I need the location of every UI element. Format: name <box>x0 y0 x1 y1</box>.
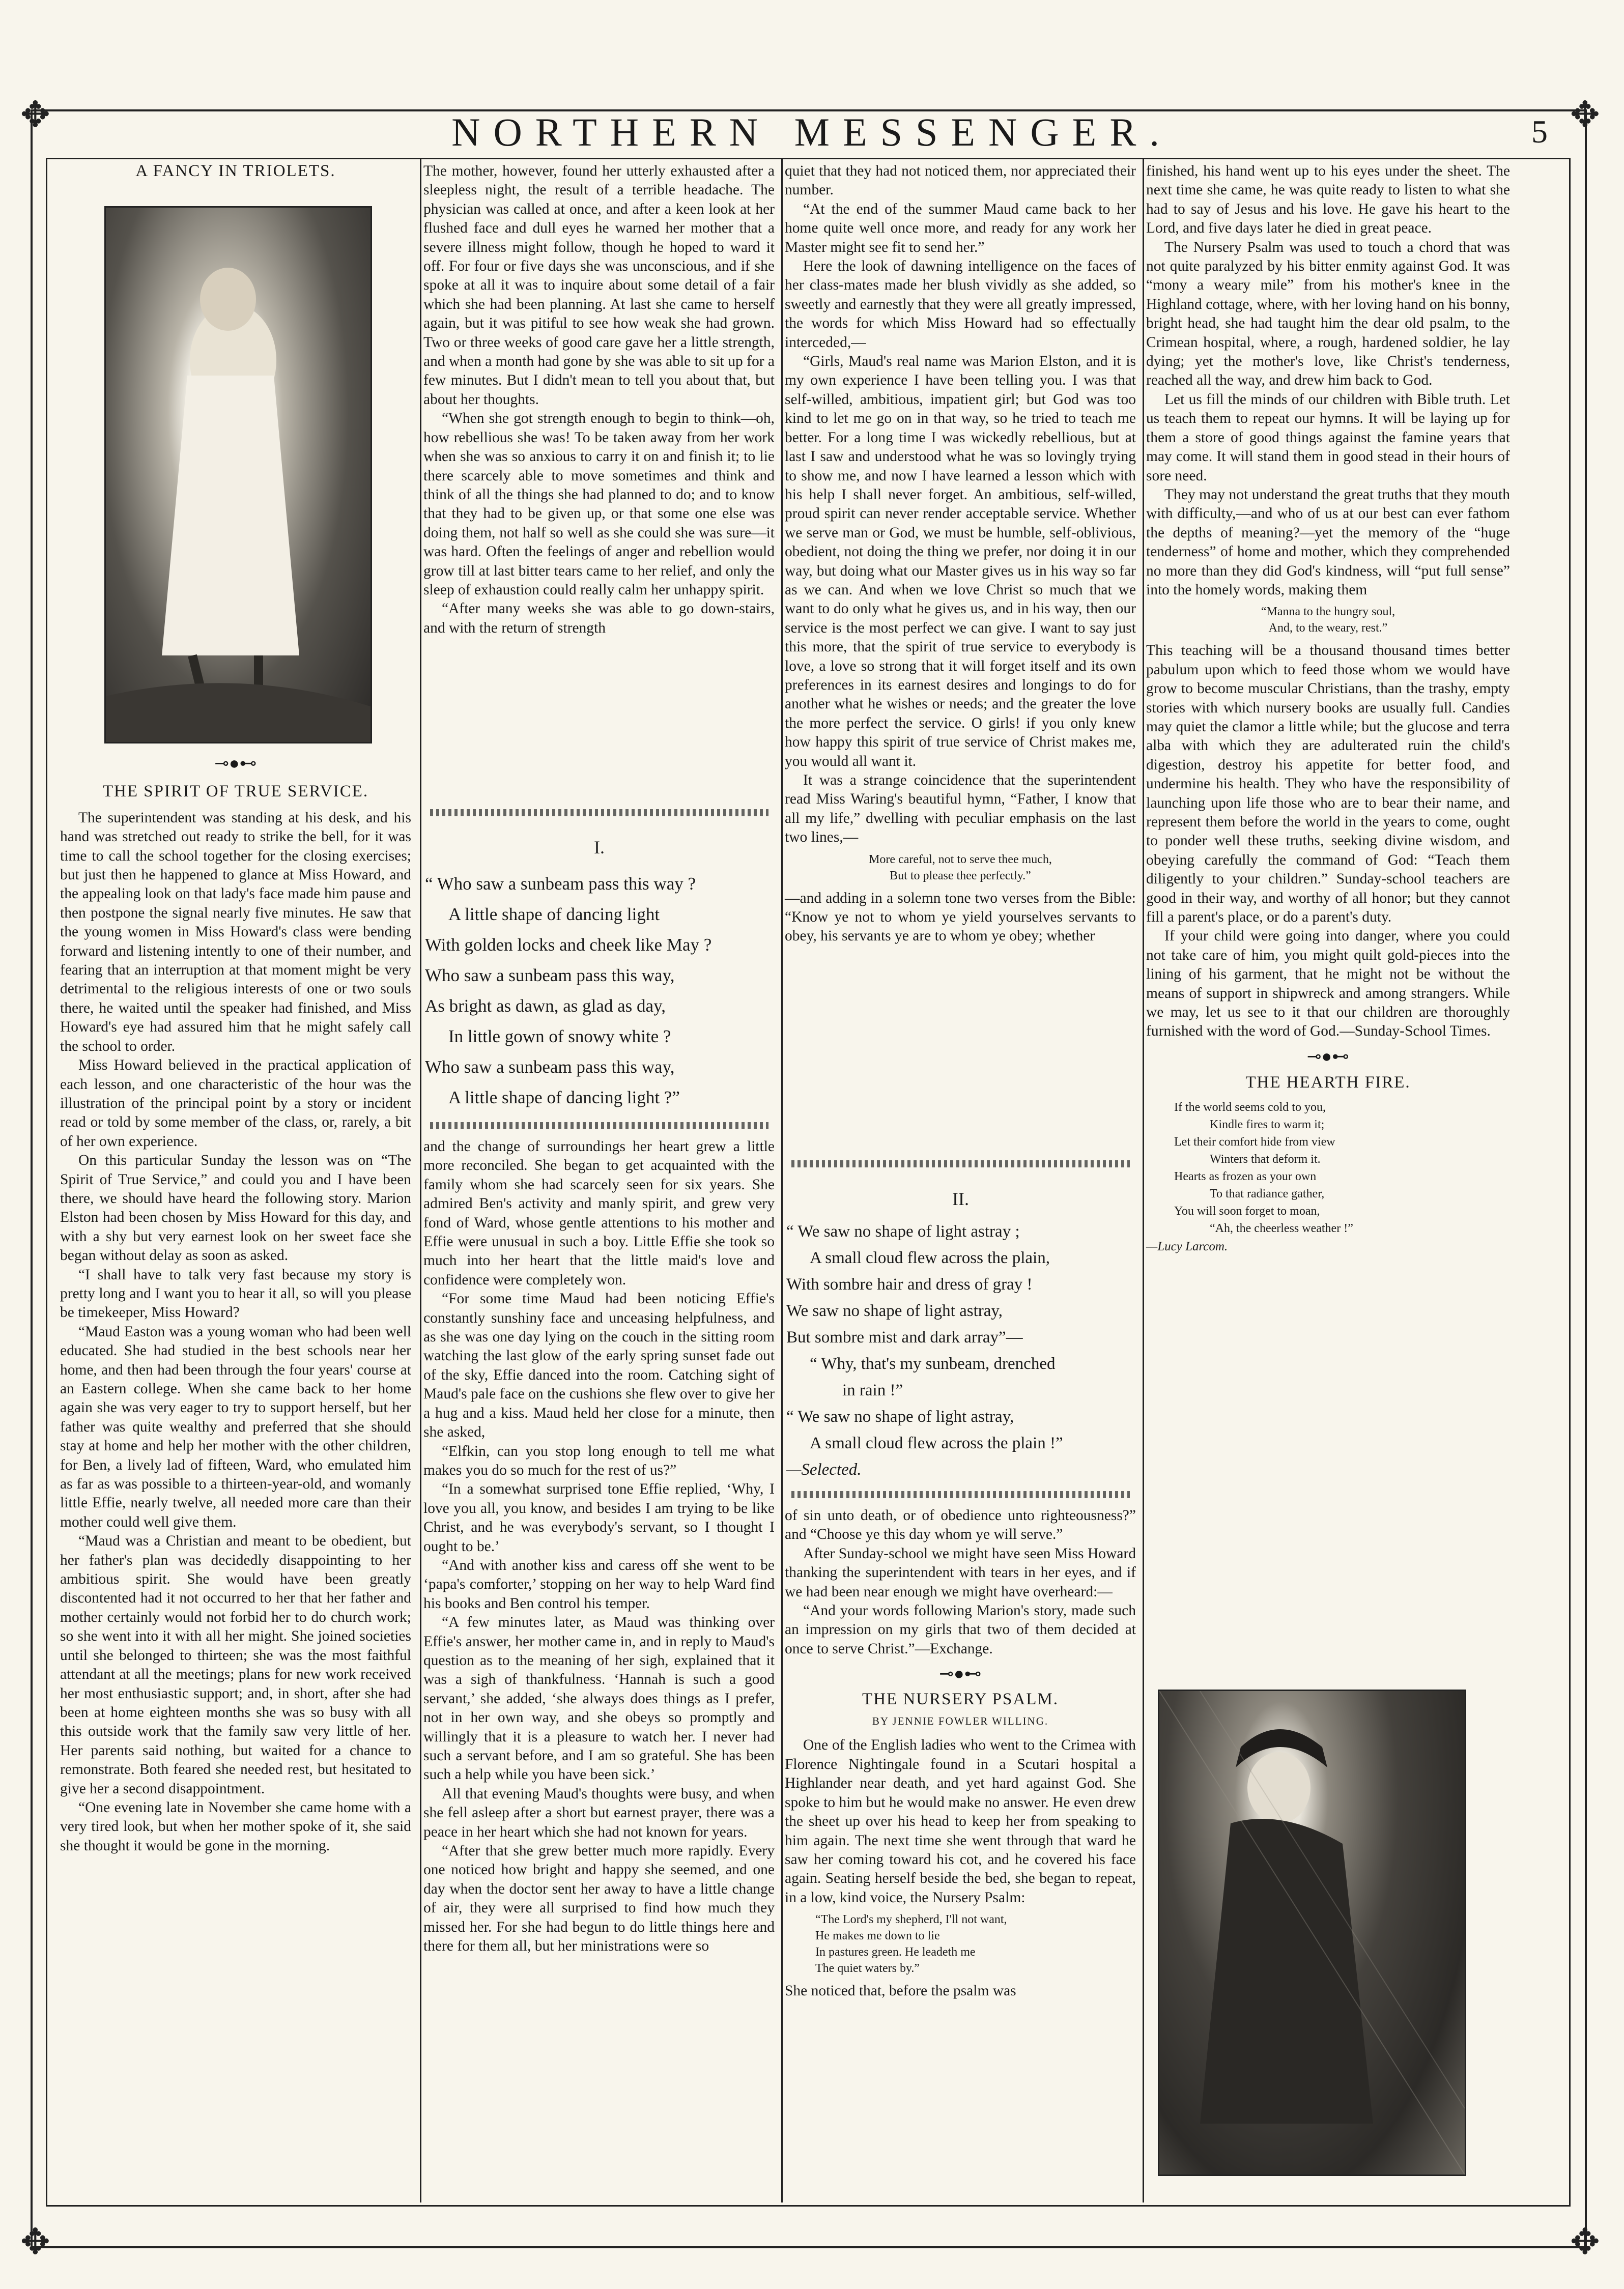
article-paragraph: They may not understand the great truths that they mouth with difficulty,—and who of us at our best can ever fathom the depths of meaning?—yet the memory of the “huge tenderness” of home and mother, which they comprehended no more than they did God's kindness, will “put full sense” into the homely words, making them <box>1146 486 1510 598</box>
wavy-rule <box>791 1160 1130 1167</box>
corner-ornament: ✥ <box>1570 2221 1600 2263</box>
article-paragraph: “I shall have to talk very fast because my story is pretty long and I want you to hear it all, so will you please be timekeeper, Miss Howard? <box>60 1266 411 1321</box>
poem-line: “ Who saw a sunbeam pass this way ? <box>425 874 696 894</box>
article-paragraph: The mother, however, found her utterly exhausted after a sleepless night, the result of a terrible headache. The physician was called at once, and after a keen look at her flushed face and dull eyes he warned her mother that a severe illness might follow, though he hoped to ward it off. For four or five days she was unconscious, and if she spoke at all it was to inquire about some detail of a fair which she had been planning. At last she came to herself again, but it was pitiful to see how weak she had grown. Two or three weeks of good care gave her a little strength, and when a month had gone by she was able to sit up for a few minutes. But I didn't mean to tell you about that, but about her thoughts. <box>423 163 775 408</box>
poem-line: “ We saw no shape of light astray, <box>786 1408 1014 1426</box>
verse-line: And, to the weary, rest.” <box>1268 621 1388 635</box>
verse-line: “The Lord's my shepherd, I'll not want, <box>815 1913 1007 1927</box>
poem-line: Who saw a sunbeam pass this way, <box>425 1057 675 1077</box>
verse-line: More careful, not to serve thee much, <box>869 852 1052 866</box>
masthead-title: NORTHERN MESSENGER. <box>451 110 1173 154</box>
article-paragraph: Let us fill the minds of our children with Bible truth. Let us teach them to repeat our hymns. It will be laying up for them a store of good things against the famine years that may come. It will stand them in good stead in their hours of sore need. <box>1146 391 1510 484</box>
article-paragraph: “For some time Maud had been noticing Effie's constantly sunshiny face and unceasing helpfulness, and as she was one day lying on the couch in the sitting room watching the last glow of the early spring sunset fade out of the sky, Effie danced into the room. Catching sight of Maud's pale face on the cushions she flew over to give her a hug and a kiss. Maud held her close for a minute, then she asked, <box>423 1291 775 1441</box>
verse-line: The quiet waters by.” <box>815 1962 920 1976</box>
poem-line: Hearts as frozen as your own <box>1174 1169 1317 1183</box>
heading-spirit-of-true-service: THE SPIRIT OF TRUE SERVICE. <box>102 782 369 801</box>
article-paragraph: She noticed that, before the psalm was <box>785 1983 1016 1999</box>
article-paragraph: and the change of surroundings her heart grew a little more reconciled. She began to get acquainted with the family whom she had scarcely seen for six years. She admired Ben's activity and manly spirit, and grew very fond of Ward, whose gentle attentions to his mother and Effie were unusual in such a boy. Little Effie she took so much into her heart that the little maid's love and confidence were completely won. <box>423 1138 775 1288</box>
heading-fancy-triolets: A FANCY IN TRIOLETS. <box>135 162 336 180</box>
article-paragraph: All that evening Maud's thoughts were busy, and when she fell asleep after a short but earnest prayer, there was a peace in her heart which she had not known for years. <box>423 1785 775 1840</box>
article-paragraph: This teaching will be a thousand thousand times better pabulum upon which to feed those whom we would have grow to become muscular Christians, than the trashy, empty stories with which nursery books are usually full. Candies may quiet the clamor a little while; but the glucose and terra alba with which they are adulterated ruin the child's digestion, destroy his appetite for better food, and undermine his health. They who have the responsibility of launching upon life those who are to bear their name, and represent them before the world in the years to come, ought to ponder well these truths, seeking divine wisdom, and obeying carefully the command of God: “Teach them diligently to your children.” Sunday-school teachers are good in their way, and worthy of all honor; but they cannot fill a parent's place, or do a parent's duty. <box>1146 642 1510 926</box>
hymn-quote <box>785 851 1136 884</box>
article-paragraph: The superintendent was standing at his desk, and his hand was stretched out ready to strike the bell, for it was time to call the school together for the closing exercises; but just then he happened to glance at Miss Howard, and the appealing look on that lady's face made him pause and then postpone the signal nearly five minutes. He saw that the young women in Miss Howard's class were bending forward and listening intently to one of their number, and fearing that an interruption at that moment might be very detrimental to the religious interests of one or two souls there, he waited until the speaker had finished, and Miss Howard's eye had assured him that he might safely call the school to order. <box>60 809 411 1054</box>
poem-line: As bright as dawn, as glad as day, <box>425 996 666 1016</box>
verse-line: But to please thee perfectly.” <box>890 869 1031 882</box>
article-paragraph: It was a strange coincidence that the superintendent read Miss Waring's beautiful hymn, “Father, I know that all my life,” dwelling with peculiar emphasis on the last two lines,— <box>785 772 1136 846</box>
poem-credit: —Selected. <box>786 1461 862 1479</box>
article-paragraph: “In a somewhat surprised tone Effie replied, ‘Why, I love you all, you know, and besides I am trying to be like Christ, and he was everybody's servant, so I thought I ought to be.’ <box>423 1481 775 1555</box>
girl-illustration <box>104 206 372 743</box>
poem-line: A small cloud flew across the plain !” <box>810 1434 1063 1452</box>
wavy-rule <box>430 809 768 816</box>
girl-illustration-drawing <box>106 208 371 742</box>
article-paragraph: “And with another kiss and caress off she went to be ‘papa's comforter,’ stopping on her way to help Ward find his books and Ben control his temper. <box>423 1557 775 1612</box>
poem-line: If the world seems cold to you, <box>1174 1100 1326 1114</box>
heading-hearth-fire: THE HEARTH FIRE. <box>1245 1073 1411 1092</box>
article-paragraph: —and adding in a solemn tone two verses from the Bible: “Know ye not to whom ye yield yourselves servants to obey, his servants ye are to whom ye obey; whether <box>785 890 1136 945</box>
column-rule <box>781 159 783 2202</box>
poem-number: II. <box>952 1189 969 1209</box>
poem-line: To that radiance gather, <box>1210 1187 1325 1200</box>
column-3-top <box>785 162 1136 946</box>
article-paragraph: “And your words following Marion's story, made such an impression on my girls that two of them decided at once to serve Christ.”—Exchange. <box>785 1603 1136 1657</box>
poem-line: Who saw a sunbeam pass this way, <box>425 965 675 985</box>
article-paragraph: One of the English ladies who went to the Crimea with Florence Nightingale found in a Scutari hospital a Highlander near death, and yet hard against God. She spoke to him but he would make no answer. He even drew the sheet up over his head to keep her from speaking to him again. The next time she went through that ward he saw her coming toward his cot, and he covered his face again. Seating herself beside the bed, she began to repeat, in a low, kind voice, the Nursery Psalm: <box>785 1737 1136 1906</box>
poem-line: “ We saw no shape of light astray ; <box>786 1222 1020 1241</box>
poem-line: You will soon forget to moan, <box>1174 1204 1320 1218</box>
column-2-bottom <box>423 1137 775 1956</box>
column-1-text <box>60 748 411 1855</box>
poem-line: in rain !” <box>842 1381 903 1399</box>
article-paragraph: Miss Howard believed in the practical application of each lesson, and one characteristic of the hour was the illustration of the principal point by a story or incident read or told by some member of the class, or, rarely, a bit of her own experience. <box>60 1057 411 1150</box>
article-paragraph: Here the look of dawning intelligence on the faces of her class-mates made her blush vividly as she added, so sweetly and earnestly that they were all greatly impressed, the words for which Miss Howard had so effectually interceded,— <box>785 258 1136 351</box>
verse-line: In pastures green. He leadeth me <box>815 1945 976 1959</box>
article-paragraph: “After many weeks she was able to go down-stairs, and with the return of strength <box>423 600 775 636</box>
section-divider: ⊸●⊷ <box>939 1665 982 1684</box>
wavy-rule <box>430 1122 768 1129</box>
poem-line: A little shape of dancing light <box>448 904 660 924</box>
psalm-quote <box>785 1911 1136 1977</box>
article-paragraph: finished, his hand went up to his eyes under the sheet. The next time she came, he was quite ready to listen to what she had to say of Jesus and his love. He gave his heart to the Lord, and five days later he died in great peace. <box>1146 163 1510 237</box>
hearth-fire-poem <box>1146 1099 1510 1237</box>
article-paragraph: “Girls, Maud's real name was Marion Elston, and it is my own experience I have been telling you. I was that self-willed, ambitious, impatient girl; but God was too kind to let me go on in that way, so he tried to teach me better. For a long time I was wickedly rebellious, but at last I saw and understood what he was so lovingly trying to show me, and now I have learned a lesson which with his help I shall never forget. An ambitious, self-willed, proud spirit can never render acceptable service. Whether we serve man or God, we must be humble, self-oblivious, obedient, not doing the thing we prefer, nor doing it in our way, but doing what our Master gives us in his way so far as we can. And when we love Christ so much that we want to do only what he gives us, and in his way, then our service is the most perfect we can give. I want to say just this more, that the spirit of true service to everybody is love, a love so strong that it will forget itself and its own preferences in its earnest desires and longings to do for another what he wishes or needs; and the greater the love the more perfect the service. O girls! if you only knew how happy this spirit of true service of Christ makes me, you would all want it. <box>785 353 1136 769</box>
triolet-poem-1 <box>425 832 774 1113</box>
byline: BY JENNIE FOWLER WILLING. <box>872 1715 1049 1728</box>
article-paragraph: “Maud was a Christian and meant to be obedient, but her father's plan was decidedly disappointing to her ambitious spirit. She would have been greatly discontented had it not occurred to her that her father and mother certainly would not forbid her to do church work; so she went into it with all her might. She joined societies until she belonged to thirteen; she was the most faithful attendant at all the meetings; plans for new work received her most enthusiastic support; and, in short, after she had been at home eighteen months she was so busy with all this outside work that the family saw very little of her. Her parents said nothing, but waited for a chance to remonstrate. Both feared she needed rest, but hesitated to give her a second disappointment. <box>60 1533 411 1797</box>
poem-line: “ Why, that's my sunbeam, drenched <box>810 1355 1056 1373</box>
poem-credit: —Lucy Larcom. <box>1146 1239 1228 1253</box>
triolet-poem-2 <box>786 1186 1135 1483</box>
poem-line: Kindle fires to warm it; <box>1210 1118 1325 1131</box>
poem-line: With sombre hair and dress of gray ! <box>786 1275 1033 1294</box>
corner-ornament: ✥ <box>20 2221 50 2263</box>
article-paragraph: of sin unto death, or of obedience unto righteousness?” and “Choose ye this day whom ye will serve.” <box>785 1507 1136 1543</box>
article-paragraph: After Sunday-school we might have seen Miss Howard thanking the superintendent with tears in her eyes, and if we had been near enough we might have overheard:— <box>785 1545 1136 1600</box>
section-divider: ⊸●⊷ <box>1306 1047 1350 1066</box>
poem-line: A small cloud flew across the plain, <box>810 1249 1050 1267</box>
poem-number: I. <box>594 837 605 857</box>
section-divider: ⊸●⊷ <box>214 754 257 773</box>
article-paragraph: “At the end of the summer Maud came back to her home quite well once more, and ready for any work her Master might see fit to send her.” <box>785 201 1136 255</box>
poem-line: A little shape of dancing light ?” <box>448 1088 680 1107</box>
article-paragraph: “When she got strength enough to begin to think—oh, how rebellious she was! To be taken away from her work when she was so anxious to carry it on and finish it; to lie there scarcely able to move sometimes and think and think of all the things she had planned to do; and to know that they had to be given up, or that some one else was doing them, not half so well as she could she was sure—it was hard. Often the feelings of anger and rebellion would grow till at last bitter tears came to her relief, and only the sleep of exhaustion could really calm her unhappy spirit. <box>423 410 775 598</box>
poem-line: Let their comfort hide from view <box>1174 1135 1335 1149</box>
poem-line: We saw no shape of light astray, <box>786 1302 1003 1320</box>
column-3-bottom <box>785 1506 1136 2001</box>
verse-line: “Manna to the hungry soul, <box>1261 605 1395 619</box>
poem-line: With golden locks and cheek like May ? <box>425 935 712 955</box>
article-paragraph: The Nursery Psalm was used to touch a chord that was not quite paralyzed by his bitter enmity against God. It was “mony a weary mile” from his mother's knee in the Highland cottage, where, with her loving hand on his bonny, bright head, she had taught him the dear old psalm, to the Crimean hospital, where, a rough, hardened soldier, he lay dying; yet the mother's love, like Christ's tenderness, reached all the way, and drew him back to God. <box>1146 239 1510 389</box>
poem-line: “Ah, the cheerless weather !” <box>1210 1221 1353 1235</box>
column-1 <box>60 162 411 181</box>
poem-line: Winters that deform it. <box>1210 1152 1321 1166</box>
column-rule <box>1143 159 1144 2202</box>
article-paragraph: quiet that they had not noticed them, nor appreciated their number. <box>785 163 1136 198</box>
article-paragraph: “Maud Easton was a young woman who had been well educated. She had studied in the best schools near her home, and then had been through the four years' course at an Eastern college. When she came back to her home again she was very eager to try to support herself, but her father was quite wealthy and preferred that she should stay at home and help her mother with the other children, for Ben, a lively lad of fifteen, Ward, who emulated him as far as was possible to a thirteen-year-old, and womanly little Effie, nearly twelve, all needed more care than their mother could well give them. <box>60 1323 411 1530</box>
article-paragraph: “Elfkin, can you stop long enough to tell me what makes you do so much for the rest of us?” <box>423 1443 775 1478</box>
heading-nursery-psalm: THE NURSERY PSALM. <box>862 1690 1059 1708</box>
poem-line: In little gown of snowy white ? <box>448 1026 671 1046</box>
verse-quote <box>1146 604 1510 636</box>
page-number: 5 <box>1531 113 1548 150</box>
column-2-top <box>423 162 775 638</box>
article-paragraph: If your child were going into danger, where you could not take care of him, you might quilt gold-pieces into the lining of his garment, that he might not be without the means of support in shipwreck and among strangers. While we may, let us see to it that our children are thoroughly furnished with the word of God.—Sunday-School Times. <box>1146 928 1510 1040</box>
wavy-rule <box>791 1491 1130 1498</box>
article-paragraph: On this particular Sunday the lesson was on “The Spirit of True Service,” and could you and I have been there, we should have heard the following story. Marion Elston had been chosen by Miss Howard for this day, and with a shy but very earnest look on her sweet face she began without delay as soon as asked. <box>60 1152 411 1264</box>
corner-ornament: ✥ <box>1570 94 1600 135</box>
verse-line: He makes me down to lie <box>815 1929 940 1943</box>
column-4-top <box>1146 162 1510 1256</box>
article-paragraph: “A few minutes later, as Maud was thinking over Effie's answer, her mother came in, and in reply to Maud's question as to the meaning of her sigh, explained that it was a sigh of thankfulness. ‘Hannah is such a good servant,’ she added, ‘she always does things as I prefer, not in her own way, and she obeys so promptly and willingly that it is a pleasure to watch her. I never had such a servant before, and I am so grateful. She has been such a help while you have been sick.’ <box>423 1614 775 1783</box>
poem-line: But sombre mist and dark array”— <box>786 1328 1023 1347</box>
child-in-storm-drawing <box>1159 1691 1465 2174</box>
article-paragraph: “After that she grew better much more rapidly. Every one noticed how bright and happy she seemed, and one day when the doctor sent her away to have a little change of air, they were all surprised to find how much they missed her. For she had begun to do little things here and there for them all, but her ministrations were so <box>423 1843 775 1955</box>
article-paragraph: “One evening late in November she came home with a very tired look, but when her mother spoke of it, she said she thought it would be gone in the morning. <box>60 1799 411 1854</box>
corner-ornament: ✥ <box>20 94 50 135</box>
column-rule <box>420 159 421 2202</box>
child-in-storm-illustration <box>1158 1690 1466 2176</box>
